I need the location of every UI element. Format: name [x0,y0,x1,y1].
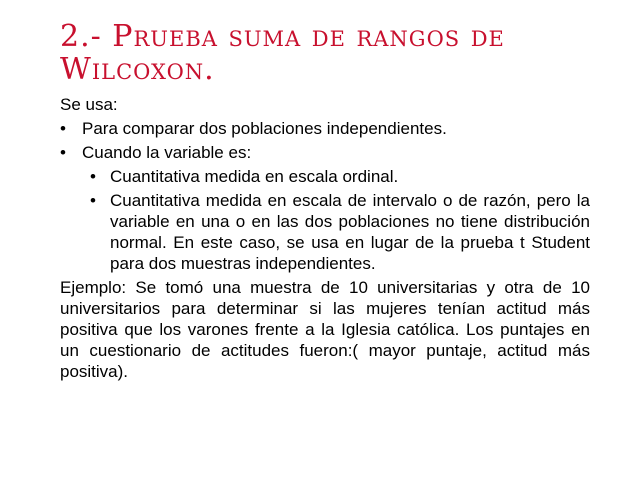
bullet-dot-icon: • [60,119,66,138]
slide-body [60,94,590,382]
example-paragraph: Ejemplo: Se tomó una muestra de 10 universitarias y otra de 10 universitarios para determinar si las mujeres tenían actitud más positiva que los varones frente a la Iglesia católica. Los puntajes en un cuestionario de actitudes fueron:( mayor puntaje, actitud más positiva). [60,278,590,381]
bullet-item [60,142,590,163]
slide-title: 2.- Prueba suma de rangos de Wilcoxon. [60,19,505,87]
sub-bullet-item [60,166,590,187]
bullet-dot-icon: • [90,167,96,186]
bullet-item [60,118,590,139]
sub-bullet-item [60,190,590,274]
sub-bullet-text: Cuantitativa medida en escala ordinal. [110,167,399,186]
bullet-text: Cuando la variable es: [82,143,252,162]
bullet-dot-icon: • [90,191,96,210]
intro-text: Se usa: [60,95,118,114]
sub-bullet-text: Cuantitativa medida en escala de intervalo o de razón, pero la variable en una o en las dos poblaciones no tiene distribución normal. En este caso, se usa en lugar de la prueba t Student para dos muestras independientes. [110,191,590,273]
bullet-text: Para comparar dos poblaciones independientes. [82,119,447,138]
bullet-dot-icon: • [60,143,66,162]
